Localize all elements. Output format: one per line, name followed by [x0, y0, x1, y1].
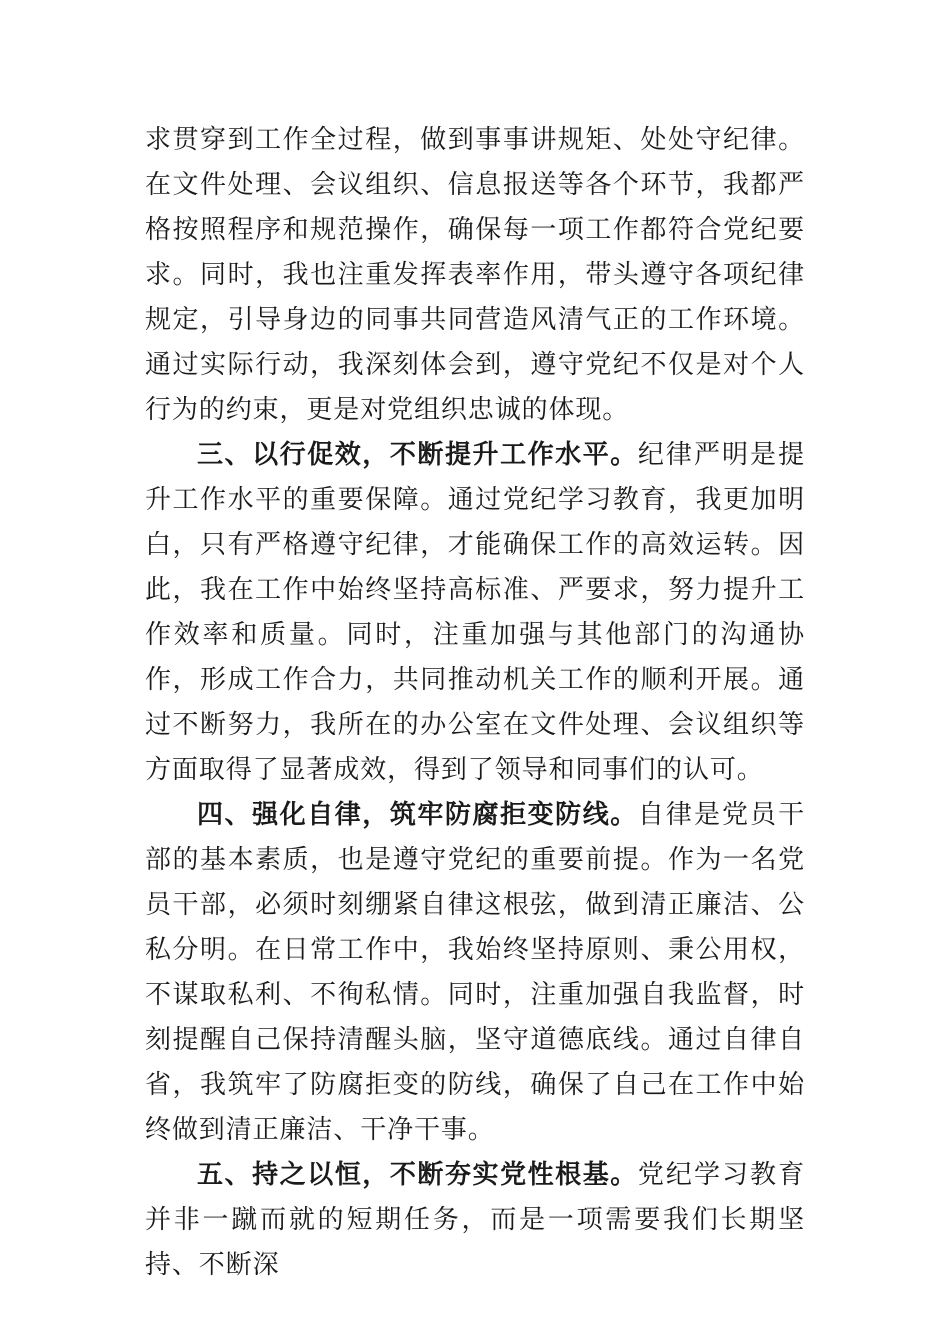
paragraph-section-4 [145, 793, 805, 1153]
section-heading: 五、持之以恒，不断夯实党性根基。 [197, 1160, 638, 1190]
section-heading: 三、以行促效，不断提升工作水平。 [197, 440, 638, 470]
paragraph-text: 党纪学习教育并非一蹴而就的短期任务，而是一项需要我们长期坚持、不断深 [145, 1160, 806, 1280]
paragraph-section-5 [145, 1153, 805, 1288]
paragraph-section-3 [145, 433, 805, 793]
section-heading: 四、强化自律，筑牢防腐拒变防线。 [197, 800, 638, 830]
document-body [145, 118, 805, 1288]
paragraph-text: 求贯穿到工作全过程，做到事事讲规矩、处处守纪律。在文件处理、会议组织、信息报送等各个环节，我都严格按照程序和规范操作，确保每一项工作都符合党纪要求。同时，我也注重发挥表率作用，带头遵守各项纪律规定，引导身边的同事共同营造风清气正的工作环境。通过实际行动，我深刻体会到，遵守党纪不仅是对个人行为的约束，更是对党组织忠诚的体现。 [145, 125, 805, 425]
paragraph-text: 纪律严明是提升工作水平的重要保障。通过党纪学习教育，我更加明白，只有严格遵守纪律，才能确保工作的高效运转。因此，我在工作中始终坚持高标准、严要求，努力提升工作效率和质量。同时，注重加强与其他部门的沟通协作，形成工作合力，共同推动机关工作的顺利开展。通过不断努力，我所在的办公室在文件处理、会议组织等方面取得了显著成效，得到了领导和同事们的认可。 [145, 440, 806, 785]
paragraph-text: 自律是党员干部的基本素质，也是遵守党纪的重要前提。作为一名党员干部，必须时刻绷紧自律这根弦，做到清正廉洁、公私分明。在日常工作中，我始终坚持原则、秉公用权，不谋取私利、不徇私情。同时，注重加强自我监督，时刻提醒自己保持清醒头脑，坚守道德底线。通过自律自省，我筑牢了防腐拒变的防线，确保了自己在工作中始终做到清正廉洁、干净干事。 [145, 800, 806, 1145]
paragraph-continuation [145, 118, 805, 433]
